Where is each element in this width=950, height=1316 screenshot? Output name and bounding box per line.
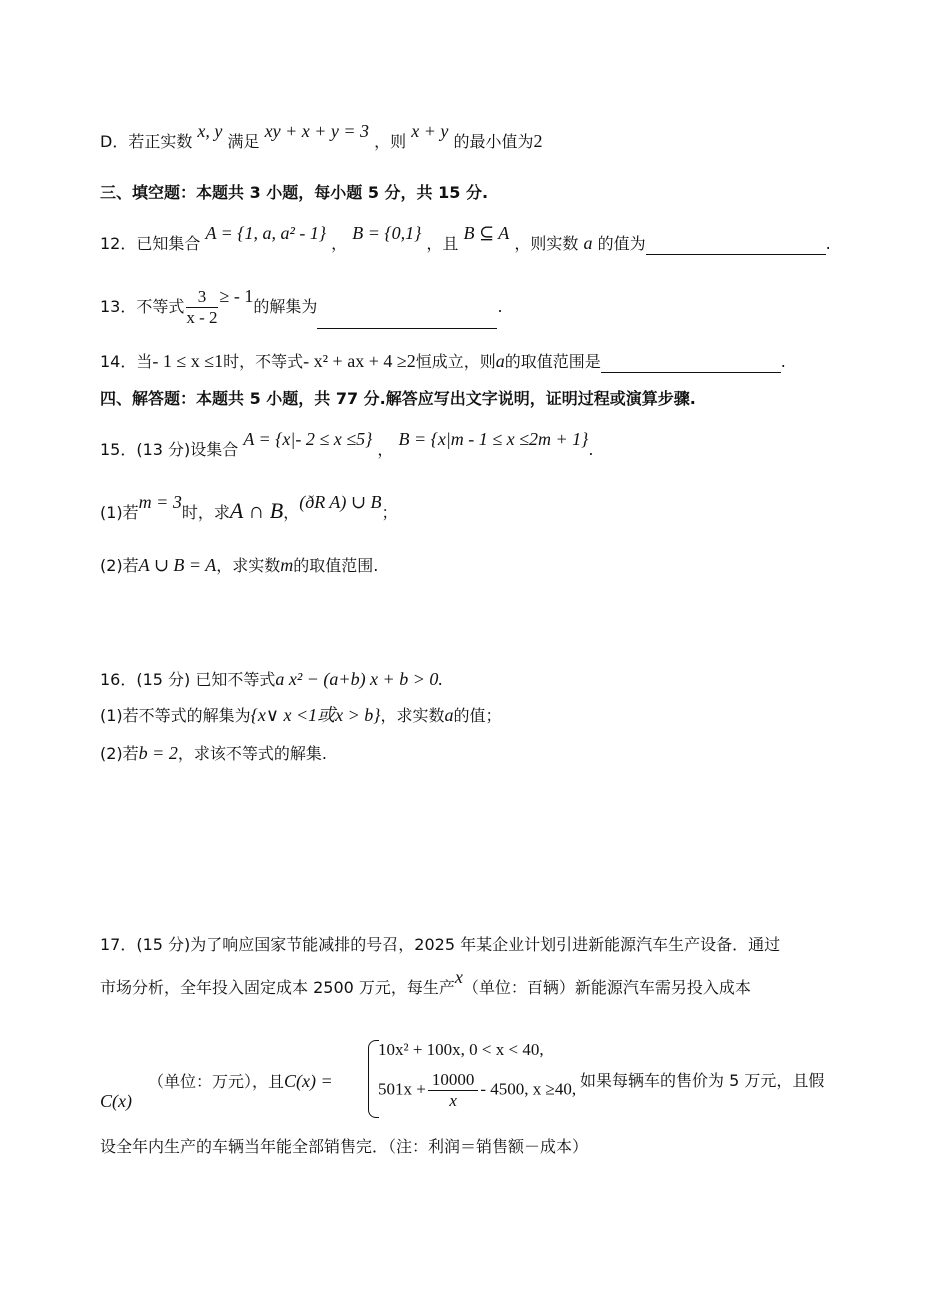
q15-p2-label: (2)若: [100, 556, 139, 575]
q17-case-2-num: 10000: [428, 1070, 479, 1091]
q12-ask: ，则实数: [514, 234, 579, 253]
q16-part-2: [100, 742, 327, 765]
q17-price: 如果每辆车的售价为 5 万元，且假: [580, 1071, 825, 1090]
option-d-conclusion: 的最小值为: [453, 132, 534, 151]
section-3-title: 三、填空题：本题共 3 小题，每小题 5 分，共 15 分.: [100, 183, 489, 202]
q15-sep: ，: [377, 440, 394, 459]
q13-tail: 的解集为: [253, 297, 318, 316]
q15-p1-cond: m = 3: [138, 492, 182, 512]
q13-end: .: [497, 297, 503, 316]
q17-line-2-var: x: [454, 967, 463, 987]
q12-set-b: B = {0,1}: [352, 223, 422, 243]
q16-p1-end: 的值；: [453, 706, 502, 725]
q15-part-1: (1)若m = 3时，求A ∩ B，(ðR A) ∪ B；: [100, 492, 398, 523]
q16-p1-set: {x∨ x <1或x > b}: [250, 705, 381, 725]
q15-end: .: [588, 440, 594, 459]
q14-mid: 时，不等式: [223, 352, 304, 371]
q17-case-2a: 501x +: [378, 1079, 426, 1099]
q12-answer-blank[interactable]: [646, 236, 826, 255]
q14-num: 14．当: [100, 352, 153, 371]
question-15: [100, 429, 594, 461]
q17-case-1: 10x² + 100x, 0 < x < 40,: [378, 1040, 544, 1059]
option-d-then: ，则: [374, 132, 407, 151]
q17-case-2: [378, 1070, 576, 1111]
q12-set-a: A = {1, a, a² - 1}: [205, 223, 327, 243]
q15-p1-label: (1)若: [100, 503, 139, 522]
q13-denominator: x - 2: [186, 308, 218, 327]
q17-line-2b: （单位：百辆）新能源汽车需另投入成本: [462, 978, 751, 997]
q16-part-1: [100, 704, 502, 727]
q13-fraction: [186, 287, 217, 328]
option-d-expr: x + y: [411, 121, 449, 141]
q14-cond: - 1 ≤ x ≤1: [152, 351, 224, 371]
option-d-min: 2: [533, 131, 543, 151]
q14-ineq: - x² + ax + 4 ≥2: [303, 351, 416, 371]
q13-answer-blank[interactable]: [317, 310, 497, 329]
q17-case-2-den: x: [449, 1091, 457, 1110]
q17-line-2: [100, 967, 751, 999]
q17-cx: C(x): [100, 1091, 132, 1111]
q15-set-a: A = {x|- 2 ≤ x ≤5}: [243, 429, 373, 449]
q16-p2: (2)若: [100, 744, 139, 763]
question-13: [100, 284, 503, 329]
q15-p2-tail: 的取值范围.: [293, 556, 379, 575]
q15-p2-cond: A ∪ B = A: [138, 555, 217, 575]
q12-and: ，且: [426, 234, 459, 253]
q16-ineq: a x² − (a+b) x + b > 0.: [275, 669, 443, 689]
q12-var: a: [583, 233, 593, 253]
q17-cost-label: [100, 1070, 132, 1111]
q15-num: 15．(13 分)设集合: [100, 440, 239, 459]
q17-case-2-fraction: [428, 1070, 479, 1111]
q17-case-2b: - 4500, x ≥40,: [480, 1079, 577, 1099]
q16-num: 16．(15 分) 已知不等式: [100, 670, 276, 689]
q17-unit-text: （单位：万元），且: [148, 1072, 285, 1091]
q15-p1-expr1: A ∩ B: [229, 498, 284, 523]
q13-num: 13．不等式: [100, 297, 185, 316]
q14-answer-blank[interactable]: [601, 354, 781, 373]
q12-tail: 的值为: [597, 234, 646, 253]
q15-part-2: [100, 554, 378, 577]
q15-p1-expr2: (ðR A) ∪ B: [299, 492, 382, 512]
q16-p2-tail: ，求该不等式的解集.: [177, 744, 327, 763]
q15-set-b: B = {x|m - 1 ≤ x ≤2m + 1}: [398, 429, 589, 449]
option-d-vars: x, y: [197, 121, 223, 141]
q15-p2-mid: ，求实数: [216, 556, 281, 575]
q17-line-4: 设全年内生产的车辆当年能全部销售完．（注：利润＝销售额－成本）: [100, 1137, 589, 1156]
q16-p1-tail: ，求实数: [380, 706, 445, 725]
q17-line-1: 17．(15 分)为了响应国家节能减排的号召，2025 年某企业计划引进新能源汽车生产设备．通过: [100, 935, 781, 954]
q17-line-2a: 市场分析，全年投入固定成本 2500 万元，每生产: [100, 978, 455, 997]
q13-numerator: 3: [186, 287, 217, 308]
option-d-cond-word: 满足: [227, 132, 260, 151]
q16-p2-cond: b = 2: [138, 743, 178, 763]
q16-p1-var: a: [444, 705, 454, 725]
question-16: [100, 668, 443, 691]
q13-rhs: ≥ - 1: [219, 286, 254, 306]
option-d: [100, 121, 543, 153]
q12-num: 12．已知集合: [100, 234, 201, 253]
q14-mid2: 恒成立，则: [415, 352, 496, 371]
q14-end: .: [780, 352, 786, 371]
section-4-title: 四、解答题：本题共 5 小题，共 77 分.解答应写出文字说明，证明过程或演算步骤.: [100, 389, 696, 408]
option-d-equation: xy + x + y = 3: [264, 121, 370, 141]
q15-p1-mid: 时，求: [181, 503, 230, 522]
q17-cx-eq: C(x) =: [284, 1071, 333, 1091]
option-d-label: D．若正实数: [100, 132, 193, 151]
q14-tail: 的取值范围是: [504, 352, 601, 371]
q16-p1: (1)若不等式的解集为: [100, 706, 251, 725]
q12-end: .: [825, 234, 831, 253]
q14-var: a: [495, 351, 505, 371]
q15-p2-var: m: [280, 555, 294, 575]
q12-subset: B ⊆ A: [463, 223, 510, 243]
q15-p1-end: ；: [381, 503, 398, 522]
question-14: [100, 350, 786, 373]
question-12: 12．已知集合 A = {1, a, a² - 1} ， B = {0,1} ，且 B ⊆ A ，则实数 a 的值为 .: [100, 223, 831, 253]
q17-unit: [148, 1070, 333, 1093]
